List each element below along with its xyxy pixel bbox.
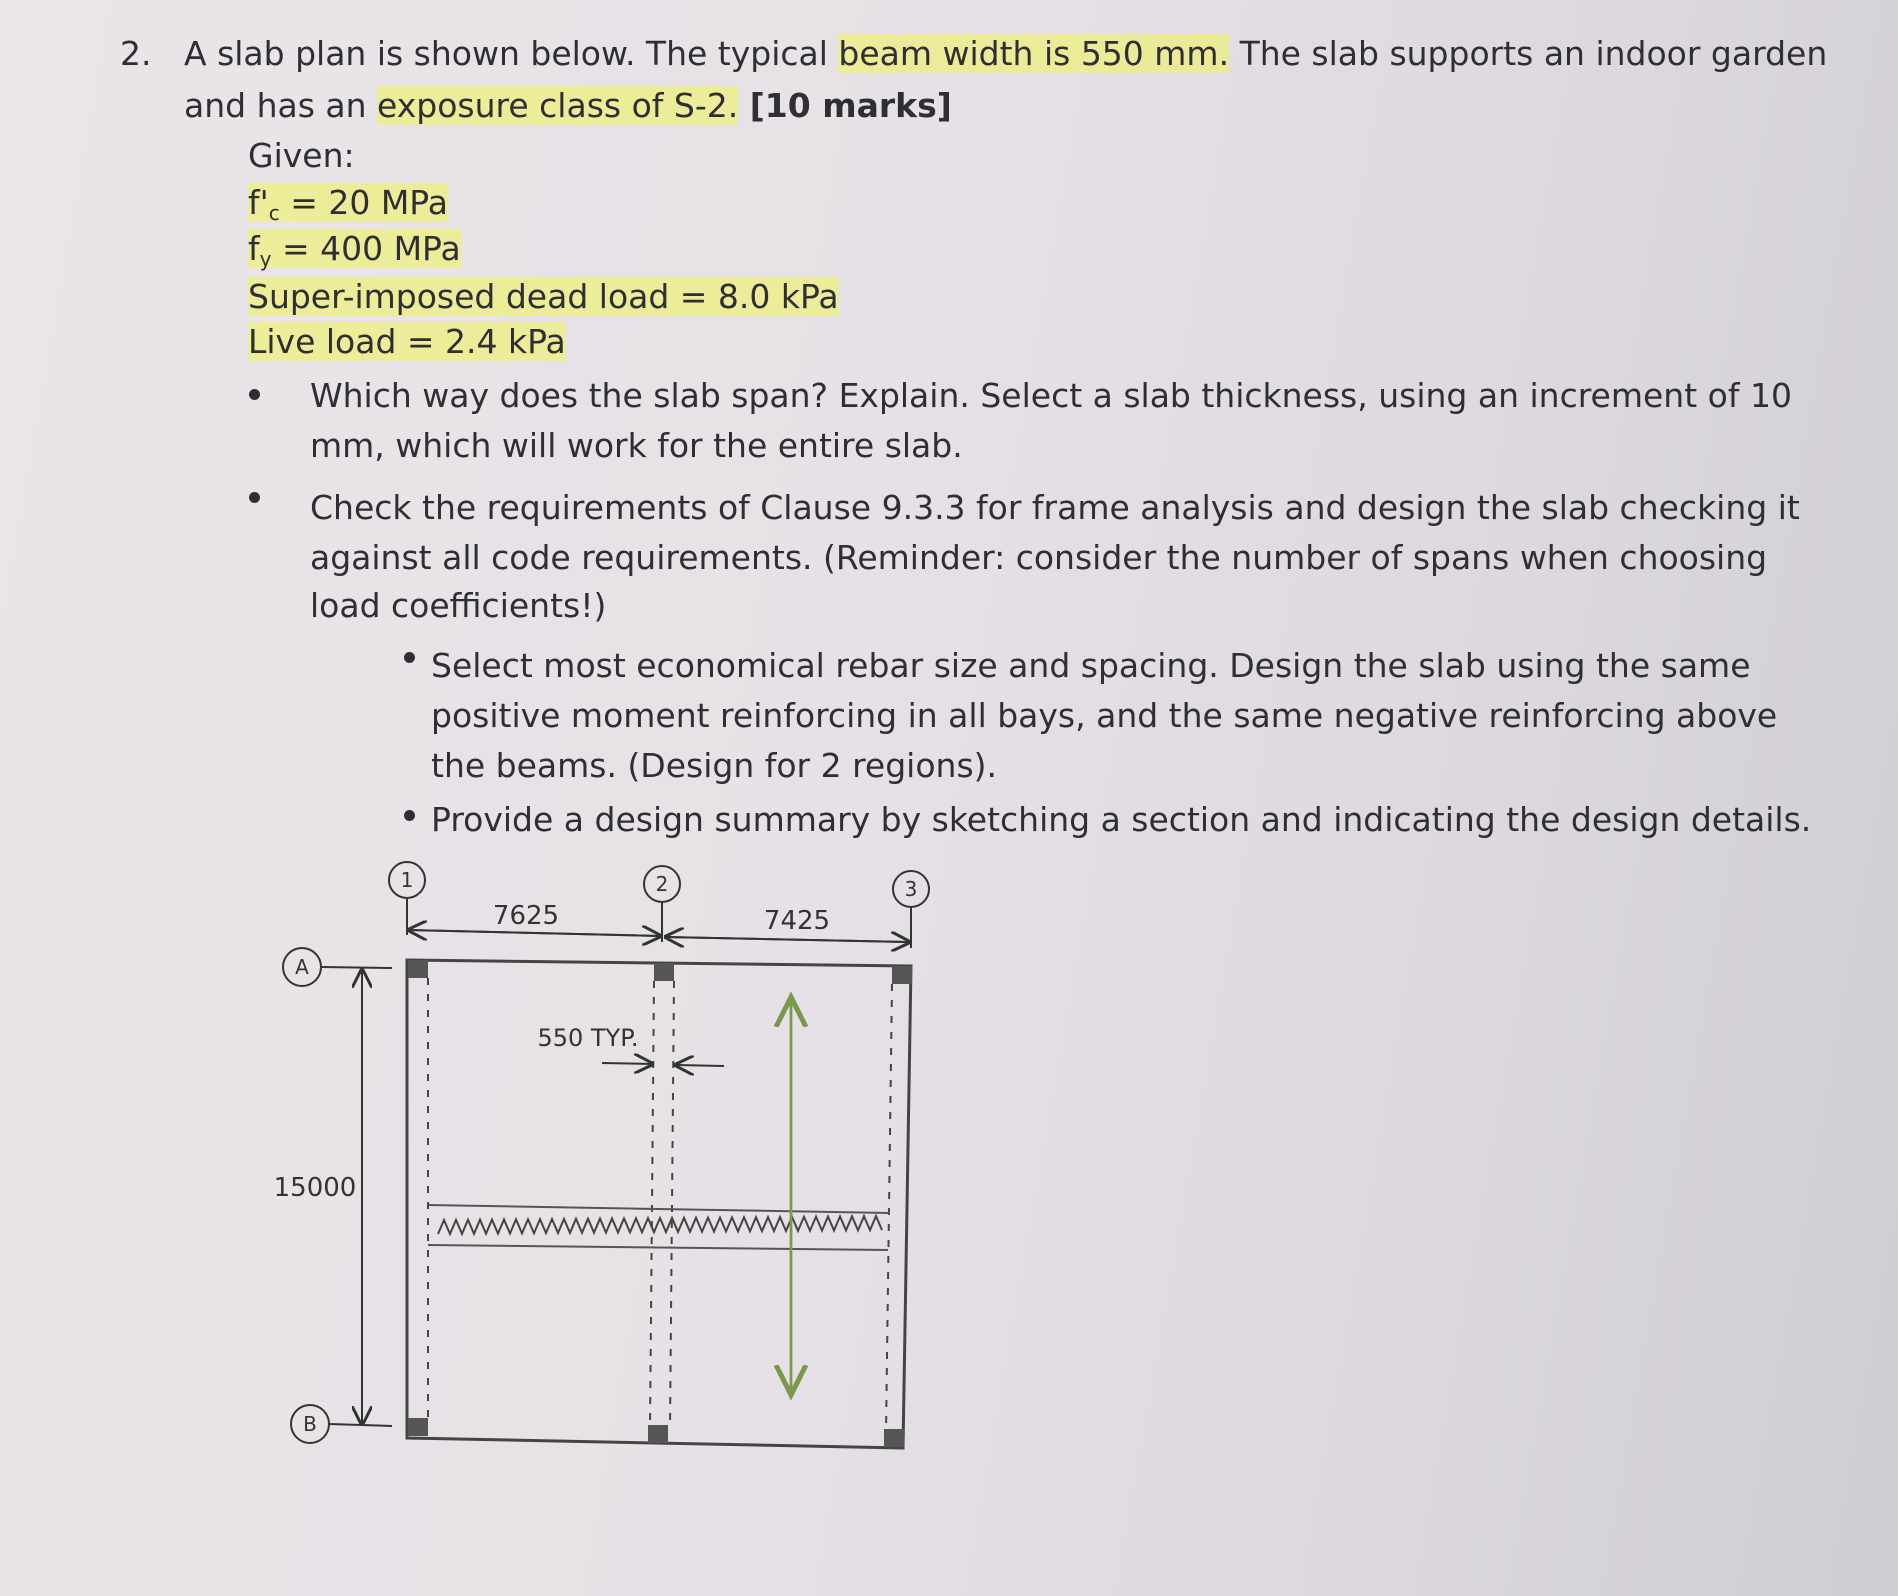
- column: [654, 963, 674, 981]
- marks-label: [10 marks]: [738, 86, 952, 125]
- live-load-text: Live load = 2.4 kPa: [248, 322, 566, 361]
- sub-bullet-1-line-3: the beams. (Design for 2 regions).: [431, 746, 998, 785]
- column: [884, 1429, 904, 1447]
- column: [648, 1425, 668, 1443]
- grid-label-A: A: [295, 955, 309, 979]
- grid-bubble-B: [291, 1405, 392, 1443]
- exposure-class-highlight: exposure class of S-2.: [377, 86, 739, 125]
- column: [892, 966, 912, 984]
- grid-label-B: B: [303, 1412, 317, 1436]
- bullet-2-line-1: Check the requirements of Clause 9.3.3 for frame analysis and design the slab checking it: [310, 488, 1800, 527]
- section-break: [428, 1205, 890, 1250]
- bullet-1-line-1: Which way does the slab span? Explain. Select a slab thickness, using an increment of 10: [310, 376, 1792, 415]
- depth-label-15000: 15000: [273, 1173, 357, 1203]
- beam-edges: [428, 978, 892, 1432]
- fc-value: = 20 MPa: [279, 183, 448, 222]
- column: [408, 960, 428, 978]
- bullet-1-line-2: mm, which will work for the entire slab.: [310, 426, 963, 465]
- span-label-7425: 7425: [763, 906, 831, 936]
- fc-symbol: f': [248, 183, 269, 222]
- intro-text-c: and has an: [184, 86, 378, 125]
- fy-symbol: f: [248, 229, 260, 268]
- column: [408, 1418, 428, 1436]
- grid-label-2: 2: [655, 872, 669, 896]
- fy-value: = 400 MPa: [271, 229, 461, 268]
- fy-subscript: y: [259, 247, 272, 271]
- beam-width-note: 550 TYP.: [537, 1024, 639, 1052]
- grid-bubble-1: [389, 862, 425, 935]
- span-label-7625: 7625: [492, 901, 560, 931]
- bullet-2-line-3: load coefficients!): [310, 586, 607, 625]
- sub-bullet-2-line-1: Provide a design summary by sketching a section and indicating the design details.: [431, 800, 1812, 839]
- grid-bubble-2: [644, 866, 680, 942]
- question-number: 2.: [120, 34, 152, 73]
- dead-load-text: Super-imposed dead load = 8.0 kPa: [248, 277, 839, 316]
- grid-label-1: 1: [400, 868, 414, 892]
- sub-bullet-1-line-1: Select most economical rebar size and spacing. Design the slab using the same: [431, 646, 1751, 685]
- fc-subscript: c: [268, 201, 280, 225]
- sub-bullet-1-line-2: positive moment reinforcing in all bays, and the same negative reinforcing above: [431, 696, 1778, 735]
- beam-width-arrow-right: [676, 1065, 724, 1066]
- given-heading: Given:: [248, 136, 355, 175]
- grid-label-3: 3: [904, 877, 918, 901]
- grid-bubble-A: [283, 948, 392, 986]
- beam-width-highlight: beam width is 550 mm.: [838, 34, 1230, 73]
- slab-outline: [407, 960, 911, 1448]
- bullet-2-line-2: against all code requirements. (Reminder: consider the number of spans when choosing: [310, 538, 1768, 577]
- beam-width-arrow-left: [602, 1063, 652, 1064]
- intro-text-a: A slab plan is shown below. The typical: [184, 34, 839, 73]
- grid-bubble-3: [893, 871, 929, 948]
- intro-text-b: The slab supports an indoor garden: [1229, 34, 1828, 73]
